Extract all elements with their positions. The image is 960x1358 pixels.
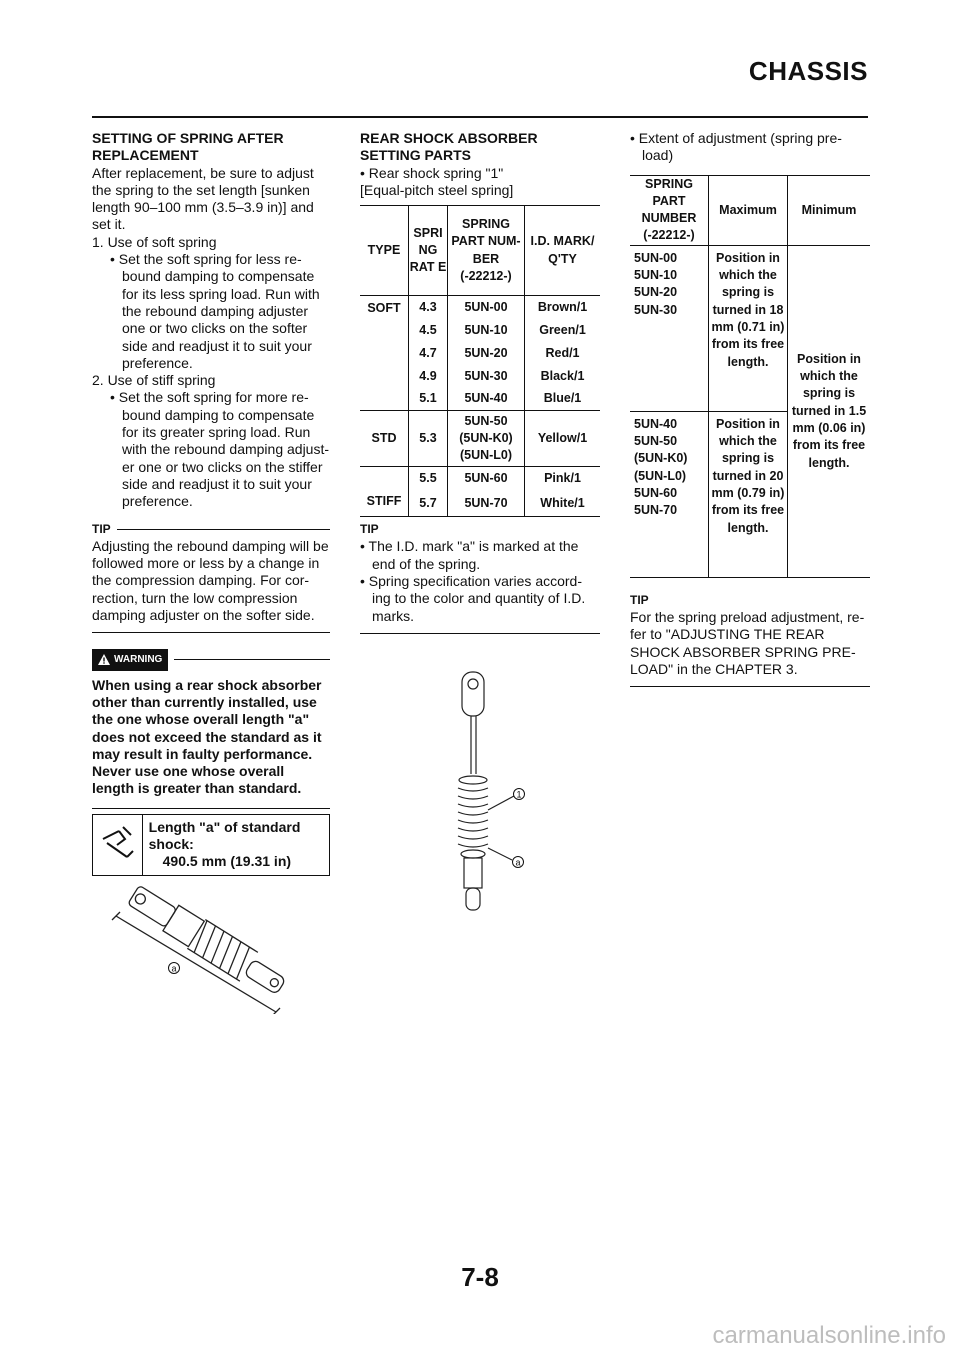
figure-label-a: a: [515, 857, 521, 868]
item2-title: 2. Use of stiff spring: [92, 372, 216, 389]
warning-header: [92, 649, 330, 670]
spec-label: Length "a" of standard shock:: [148, 819, 301, 852]
tip-bullet-2: • Spring specification varies accord- ing to the color and quantity of I.D. marks.: [360, 573, 586, 624]
table-row: 5UN-40 5UN-50 (5UN-K0) (5UN-L0) 5UN-60 5UN-70 Position in which the spring is turned in 20 mm (0.79 in) from its free length.: [630, 411, 870, 577]
column-1: [92, 130, 330, 809]
preload-table-header: SPRING PART NUMBER (-22212-) Maximum Minimum: [630, 175, 870, 245]
warning-triangle-icon: [98, 654, 110, 665]
preload-table: [630, 175, 870, 578]
tip-header: TIP: [630, 592, 649, 607]
watermark: carmanualsonline.info: [712, 1322, 946, 1349]
tip-header: TIP: [360, 522, 379, 537]
adjustment-extent-bullet: • Extent of adjustment (spring pre- load): [630, 130, 842, 164]
column-3: [630, 130, 870, 687]
shock-length-figure: [108, 884, 298, 1014]
figure-label-1: 1: [516, 789, 522, 800]
spec-value: 490.5 mm (19.31 in): [162, 853, 292, 869]
header-rule: [92, 116, 868, 118]
warning-end-rule: [92, 808, 330, 809]
tip-text: For the spring preload adjustment, re- fer to "ADJUSTING THE REAR SHOCK ABSORBER SPRING PRE- LOAD" in the CHAPTER 3.: [630, 609, 865, 677]
spring-table: [360, 205, 600, 517]
shock-spring-figure: [430, 662, 550, 922]
page-number: 7-8: [461, 1262, 499, 1292]
item1-title: 1. Use of soft spring: [92, 233, 217, 250]
figure-label-a: a: [171, 963, 177, 974]
table-row: STIFF 5.5 5UN-60 Pink/1: [360, 467, 600, 491]
table-row: 5.1 5UN-40 Blue/1: [360, 388, 600, 411]
table-row: 4.9 5UN-30 Black/1: [360, 365, 600, 388]
rear-spring-bullet: • Rear shock spring "1": [360, 164, 504, 181]
table-row: SOFT 4.3 5UN-00 Brown/1: [360, 296, 600, 319]
column-2: [360, 130, 600, 634]
table-row: 5UN-00 5UN-10 5UN-20 5UN-30 Position in which the spring is turned in 18 mm (0.71 in) from its free length. Position in which the spring is turned in 1.5 mm (0.06 in) from its free length.: [630, 245, 870, 411]
setting-parts-heading: REAR SHOCK ABSORBER SETTING PARTS: [360, 130, 538, 164]
tip-text: Adjusting the rebound damping will be followed more or less by a change in the compression damping. For cor- rection, turn the low compression damping adjuster on the softer side.: [92, 537, 329, 624]
item2-bullet: • Set the soft spring for more re- bound damping to compensate for its greater spring load. Run with the rebound damping adjust- er one or two clicks on the stiffer side and readjust it to suit your preference.: [110, 389, 330, 510]
table-row: 4.5 5UN-10 Green/1: [360, 319, 600, 342]
tip-bullet-1: • The I.D. mark "a" is marked at the end of the spring.: [360, 538, 579, 572]
caliper-icon: [93, 815, 143, 875]
intro-text: After replacement, be sure to adjust the spring to the set length [sunken length 90–100 mm (3.5–3.9 in)] and set it.: [92, 164, 314, 233]
warning-badge: WARNING: [92, 649, 168, 670]
table-row: 4.7 5UN-20 Red/1: [360, 342, 600, 365]
spec-box: [92, 814, 330, 876]
table-row: 5.7 5UN-70 White/1: [360, 491, 600, 517]
section-title: CHASSIS: [748, 56, 868, 86]
item1-bullet: • Set the soft spring for less re- bound damping to compensate for its less spring load. Run with the rebound damping adjuster one or two clicks on the softer side and readjust it to suit your preference.: [110, 251, 320, 371]
tip-end-rule: [92, 632, 330, 633]
spring-setting-heading: SETTING OF SPRING AFTER REPLACEMENT: [92, 130, 284, 164]
spring-table-header: TYPE SPRI NG RAT E SPRING PART NUM- BER (-22212-) I.D. MARK/ Q'TY: [360, 206, 600, 296]
tip-end-rule: [630, 686, 870, 687]
warning-text: When using a rear shock absorber other than currently installed, use the one whose overall length "a" does not exceed the standard as it may result in faulty performance. Never use one whose overall length is greater than standard.: [92, 676, 322, 797]
tip-header: TIP: [92, 521, 330, 538]
tip-end-rule: [360, 633, 600, 634]
table-row: STD 5.3 5UN-50 (5UN-K0) (5UN-L0) Yellow/1: [360, 411, 600, 467]
spring-subtitle: [Equal-pitch steel spring]: [360, 181, 514, 198]
